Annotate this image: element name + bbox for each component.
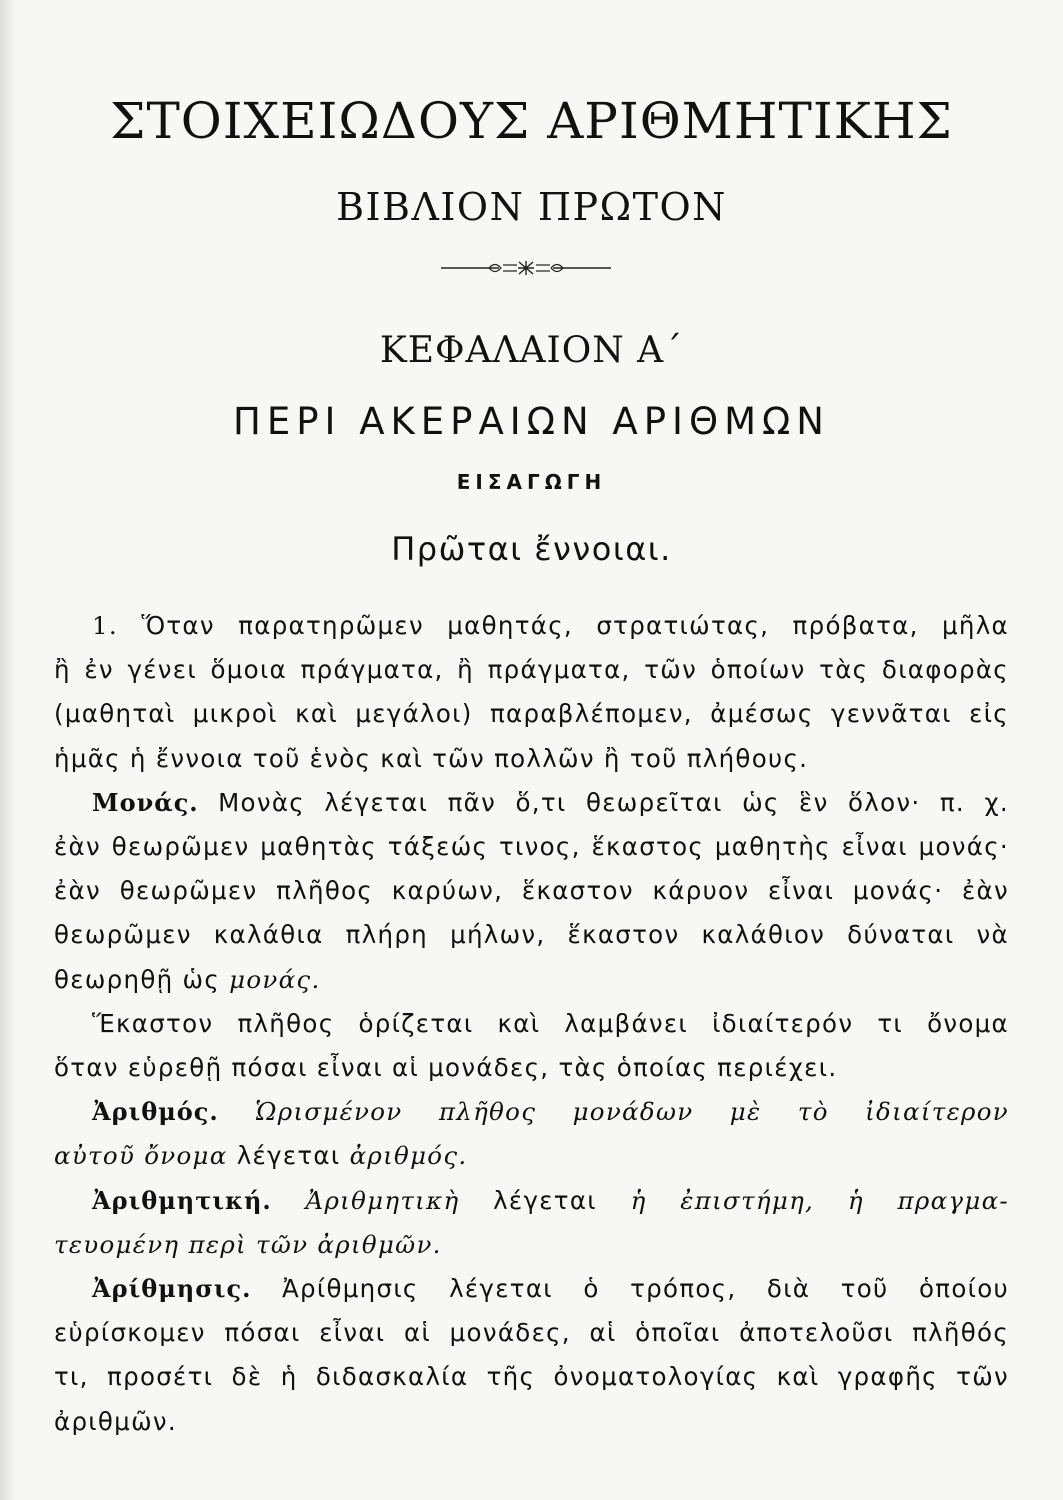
term-monas: Μονάς. bbox=[92, 787, 199, 817]
book-heading: ΒΙΒΛΙΟΝ ΠΡΩΤΟΝ bbox=[336, 185, 727, 229]
term-arithmisis: Ἀρίθμησις. bbox=[92, 1274, 252, 1304]
ornament-divider-icon bbox=[441, 258, 611, 278]
term-arithmitiki: Ἀριθμητική. bbox=[92, 1185, 272, 1215]
section-heading: Πρῶται ἔννοιαι. bbox=[391, 530, 672, 568]
subject-heading: ΠΕΡΙ ΑΚΕΡΑΙΩΝ ΑΡΙΘΜΩΝ bbox=[233, 400, 830, 443]
definition-arithmitiki: Ἀριθμητική. Ἀριθμητικὴ λέγεται ἡ ἐπιστήμη, ἡ πραγμα- τευομένη περὶ τῶν ἀριθμῶν. bbox=[54, 1185, 1010, 1259]
paragraph-number: 1. bbox=[92, 611, 118, 640]
page-title: ΣΤΟΙΧΕΙΩΔΟΥΣ ΑΡΙΘΜΗΤΙΚΗΣ bbox=[110, 92, 953, 150]
definition-arithmisis: Ἀρίθμησις. Ἀρίθμησις λέγεται ὁ τρόπος, διὰ τοῦ ὁποίου εὑρίσκομεν πόσαι εἶναι αἱ μονάδες, αἱ ὁποῖαι ἀποτελοῦσι πλῆθός τι, προσέτι δὲ ἡ διδασκαλία τῆς ὀνοματολογίας καὶ γραφῆς τῶν ἀριθμῶν. bbox=[54, 1274, 1010, 1436]
paragraph-1: 1. Ὅταν παρατηρῶμεν μαθητάς, στρατιώτας, πρόβατα, μῆλα ἢ ἐν γένει ὅμοια πράγματα, ἢ πράγματα, τῶν ὁποίων τὰς διαφορὰς (μαθηταὶ μικροὶ καὶ μεγάλοι) παραβλέπομεν, ἀμέσως γεννᾶται εἰς ἡμᾶς ἡ ἔννοια τοῦ ἑνὸς καὶ τῶν πολλῶν ἢ τοῦ πλήθους. bbox=[54, 611, 1009, 773]
definition-monas: Μονάς. Μονὰς λέγεται πᾶν ὅ,τι θεωρεῖται ὡς ἓν ὅλον· π. χ. ἐὰν θεωρῶμεν μαθητὰς τάξεώς τινος, ἕκαστος μαθητὴς εἶναι μονάς· ἐὰν θεωρῶμεν πλῆθος καρύων, ἕκαστον κάρυον εἶναι μονάς· ἐὰν θεωρῶμεν καλάθια πλήρη μήλων, ἕκαστον καλάθιον δύναται νὰ θεωρηθῇ ὡς μονάς. bbox=[54, 787, 1009, 994]
body-text bbox=[54, 604, 1009, 1444]
chapter-heading: ΚΕΦΑΛΑΙΟΝ Α΄ bbox=[379, 330, 684, 371]
term-arithmos: Ἀριθμός. bbox=[92, 1097, 219, 1127]
paragraph-plithos: Ἕκαστον πλῆθος ὁρίζεται καὶ λαμβάνει ἰδιαίτερόν τι ὄνομα ὅταν εὑρεθῇ πόσαι εἶναι αἱ μονάδες, τὰς ὁποίας περιέχει. bbox=[54, 1008, 1009, 1083]
intro-heading: ΕΙΣΑΓΩΓΗ bbox=[456, 470, 607, 494]
definition-arithmos: Ἀριθμός. Ὡρισμένον πλῆθος μονάδων μὲ τὸ ἰδιαίτερον αὐτοῦ ὄνομα λέγεται ἀριθμός. bbox=[54, 1097, 1009, 1171]
